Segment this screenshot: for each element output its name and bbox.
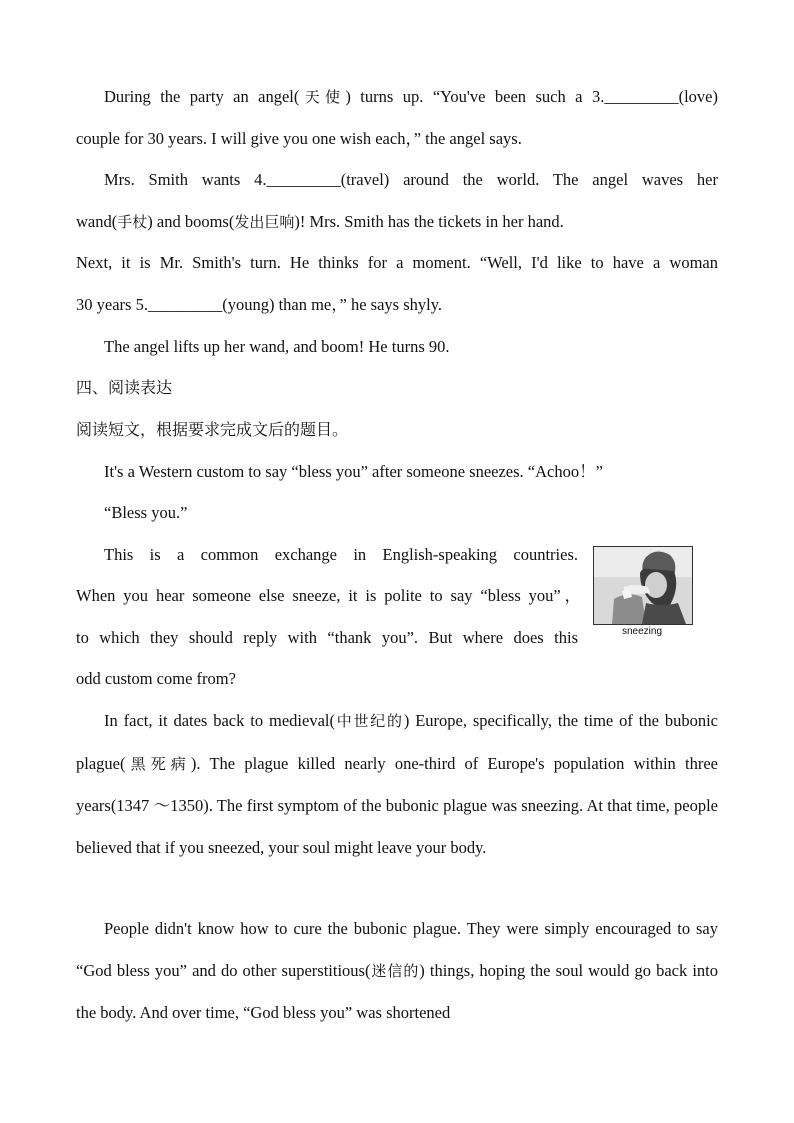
- story-paragraph-2-line-1: Mrs. Smith wants 4._________(travel) around the world. The angel waves her: [104, 170, 718, 189]
- story-paragraph-3-line-2: 30 years 5._________(young) than me，” he says shyly.: [76, 295, 443, 314]
- passage-paragraph-3-line-2: When you hear someone else sneeze, it is polite to say “bless you”，: [76, 586, 581, 605]
- story-paragraph-3-line-1: Next, it is Mr. Smith's turn. He thinks for a moment. “Well, I'd like to have a woman: [76, 253, 718, 272]
- sneezing-photo: [593, 546, 693, 625]
- passage-paragraph-1: It's a Western custom to say “bless you” after someone sneezes. “Achoo！”: [104, 462, 603, 481]
- passage-paragraph-4: In fact, it dates back to medieval(中世纪的) Europe, specifically, the time of the bubonic plague(黑死病). The plague killed nearly one-third of Europe's population within three years(1347 ～1350). The first symptom of the bubonic plague was sneezing. At that time, people believed that if you sneezed, your soul might leave your body.: [76, 711, 718, 857]
- story-paragraph-4: The angel lifts up her wand, and boom! He turns 90.: [104, 337, 450, 356]
- sneezing-woman-illustration: [594, 547, 692, 624]
- section-heading: 四、阅读表达: [76, 378, 173, 397]
- blank-3: _________: [604, 87, 679, 106]
- blank-5: _________: [147, 295, 223, 314]
- passage-paragraph-5: People didn't know how to cure the bubonic plague. They were simply encouraged to say “God bless you” and do other superstitious(迷信的) things, hoping the soul would go back into the body. And over time, “God bless you” was shortened: [76, 919, 718, 1023]
- passage-paragraph-2: “Bless you.”: [104, 503, 188, 522]
- passage-paragraph-3-line-4: odd custom come from?: [76, 669, 236, 688]
- story-paragraph-2-line-2: wand(手杖) and booms(发出巨响)! Mrs. Smith has the tickets in her hand.: [76, 212, 564, 231]
- figure-caption: sneezing: [621, 626, 663, 637]
- passage-paragraph-3-line-3: to which they should reply with “thank you”. But where does this: [76, 628, 578, 647]
- blank-4: _________: [266, 170, 341, 189]
- section-instruction: 阅读短文，根据要求完成文后的题目。: [76, 420, 349, 439]
- passage-paragraph-3-line-1: This is a common exchange in English-speaking countries.: [104, 545, 578, 564]
- story-paragraph-1-line-1: During the party an angel(天使) turns up. “You've been such a 3._________(love): [104, 87, 718, 106]
- story-paragraph-1-line-2: couple for 30 years. I will give you one wish each，” the angel says.: [76, 129, 522, 148]
